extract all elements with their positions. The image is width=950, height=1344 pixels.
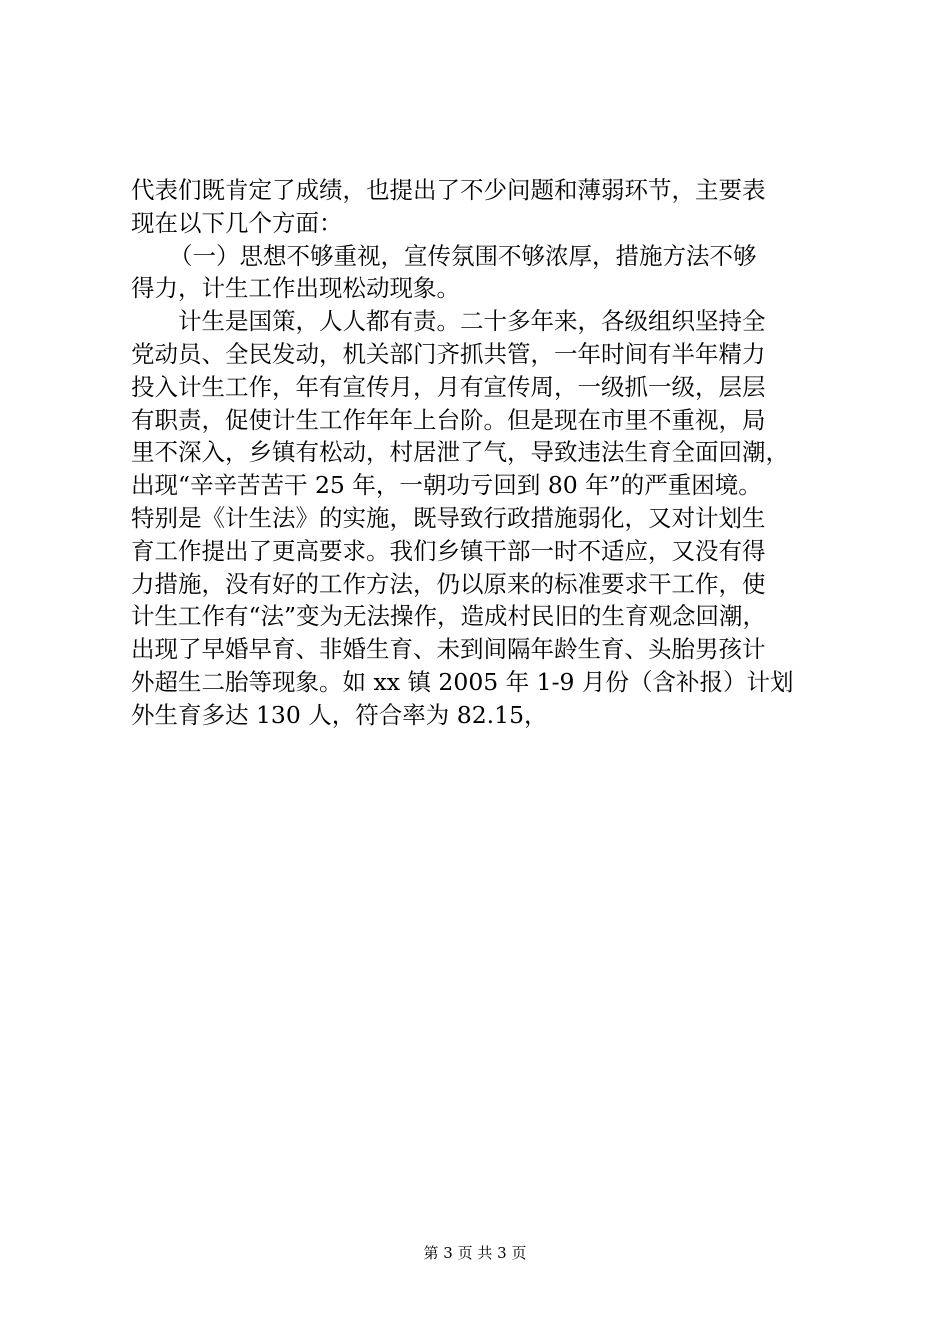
paragraph-first-line: 计生是国策，人人都有责。二十多年来，各级组织坚持全 bbox=[178, 307, 766, 336]
text-line: 有职责，促使计生工作年年上台阶。但是现在市里不重视，局 bbox=[131, 405, 766, 434]
section-heading-line: （一）思想不够重视，宣传氛围不够浓厚，措施方法不够 bbox=[169, 241, 757, 270]
text-line: 代表们既肯定了成绩，也提出了不少问题和薄弱环节，主要表 bbox=[131, 176, 766, 204]
text-line: 出现“辛辛苦苦干 25 年，一朝功亏回到 80 年”的严重困境。 bbox=[131, 471, 762, 500]
text-line: 育工作提出了更高要求。我们乡镇干部一时不适应，又没有得 bbox=[131, 536, 766, 565]
text-line: 特别是《计生法》的实施，既导致行政措施弱化，又对计划生 bbox=[131, 503, 766, 532]
text-line: 外超生二胎等现象。如 xx 镇 2005 年 1-9 月份（含补报）计划 bbox=[131, 667, 794, 696]
text-line: 外生育多达 130 人，符合率为 82.15， bbox=[131, 700, 548, 729]
text-line: 出现了早婚早育、非婚生育、未到间隔年龄生育、头胎男孩计 bbox=[131, 635, 766, 664]
text-line: 力措施，没有好的工作方法，仍以原来的标准要求干工作，使 bbox=[131, 569, 766, 598]
section-heading-line: 得力，计生工作出现松动现象。 bbox=[131, 274, 460, 303]
text-line: 现在以下几个方面： bbox=[131, 208, 343, 237]
text-line: 里不深入，乡镇有松动，村居泄了气，导致违法生育全面回潮， bbox=[131, 438, 789, 467]
text-line: 投入计生工作，年有宣传月，月有宣传周，一级抓一级，层层 bbox=[131, 372, 766, 401]
document-body bbox=[131, 174, 831, 732]
page-number-footer: 第 3 页 共 3 页 bbox=[423, 1244, 527, 1262]
text-line: 党动员、全民发动，机关部门齐抓共管，一年时间有半年精力 bbox=[131, 339, 766, 368]
text-line: 计生工作有“法”变为无法操作，造成村民旧的生育观念回潮， bbox=[131, 602, 767, 631]
